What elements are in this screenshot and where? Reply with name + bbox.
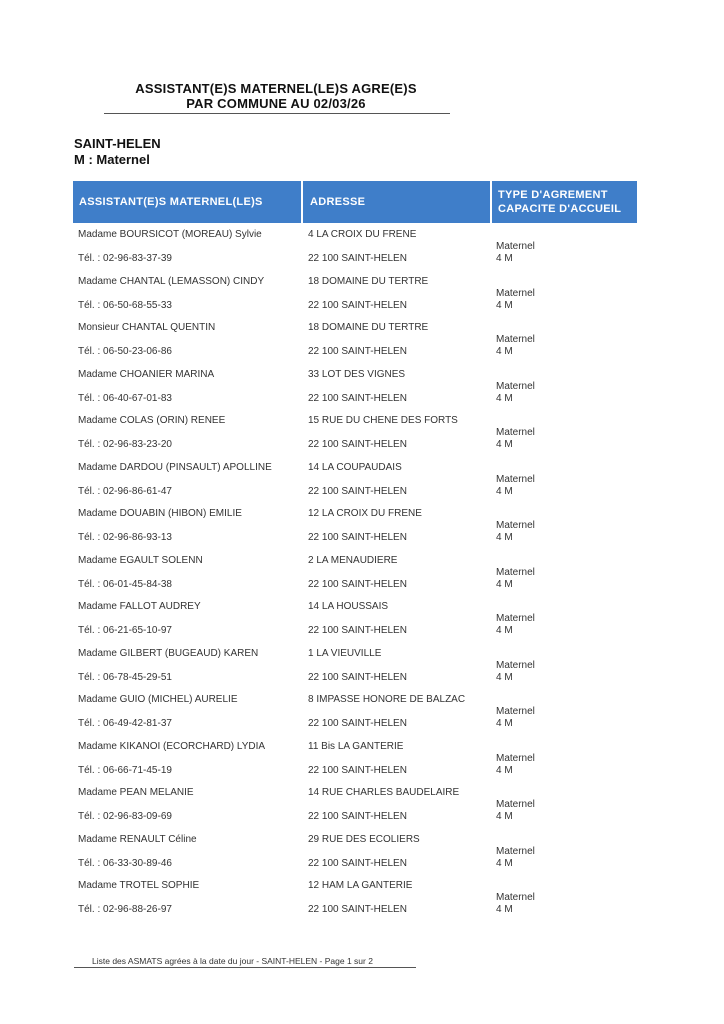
capacity: 4 M — [496, 904, 513, 915]
header-assistants: ASSISTANT(E)S MATERNEL(LE)S — [79, 196, 263, 208]
table-row — [0, 508, 724, 554]
agreement-type: Maternel — [496, 520, 535, 531]
address-line2: 22 100 SAINT-HELEN — [308, 857, 407, 869]
capacity: 4 M — [496, 625, 513, 636]
address-line1: 15 RUE DU CHENE DES FORTS — [308, 415, 458, 426]
page-footer: Liste des ASMATS agrées à la date du jour - SAINT-HELEN - Page 1 sur 2 — [92, 956, 373, 966]
assistant-name: Madame EGAULT SOLENN — [78, 554, 203, 566]
address-line1: 29 RUE DES ECOLIERS — [308, 833, 420, 845]
agreement-type: Maternel — [496, 799, 535, 810]
agreement-type: Maternel — [496, 287, 535, 299]
agreement-type: Maternel — [496, 845, 535, 857]
address-line1: 1 LA VIEUVILLE — [308, 647, 382, 659]
table-row — [0, 880, 724, 926]
capacity: 4 M — [496, 764, 513, 776]
assistant-name: Madame GUIO (MICHEL) AURELIE — [78, 694, 238, 705]
table-row — [0, 322, 724, 368]
assistant-phone: Tél. : 06-66-71-45-19 — [78, 764, 172, 776]
assistant-phone: Tél. : 06-50-23-06-86 — [78, 346, 172, 357]
assistant-name: Madame DARDOU (PINSAULT) APOLLINE — [78, 461, 272, 473]
address-line1: 12 HAM LA GANTERIE — [308, 880, 413, 891]
assistant-name: Madame KIKANOI (ECORCHARD) LYDIA — [78, 740, 266, 752]
address-line2: 22 100 SAINT-HELEN — [308, 904, 407, 915]
address-line1: 14 LA COUPAUDAIS — [308, 461, 402, 473]
table-row — [0, 741, 724, 787]
footer-rule — [74, 967, 416, 968]
agreement-type: Maternel — [496, 706, 535, 717]
capacity: 4 M — [496, 253, 513, 264]
agreement-type: Maternel — [496, 380, 535, 392]
table-row — [0, 601, 724, 647]
agreement-type: Maternel — [496, 892, 535, 903]
table-row — [0, 555, 724, 601]
header-agreement-type: TYPE D'AGREMENT — [498, 189, 608, 201]
assistant-name: Madame DOUABIN (HIBON) EMILIE — [78, 508, 242, 519]
agreement-type: Maternel — [496, 659, 535, 671]
table-row — [0, 229, 724, 275]
assistant-name: Madame RENAULT Céline — [78, 833, 197, 845]
capacity: 4 M — [496, 346, 513, 357]
address-line2: 22 100 SAINT-HELEN — [308, 625, 407, 636]
table-row — [0, 787, 724, 833]
address-line1: 18 DOMAINE DU TERTRE — [308, 275, 429, 287]
header-agreement — [491, 181, 637, 223]
address-line2: 22 100 SAINT-HELEN — [308, 671, 407, 683]
assistant-phone: Tél. : 06-50-68-55-33 — [78, 299, 172, 311]
assistant-name: Madame FALLOT AUDREY — [78, 601, 201, 612]
agreement-type-label: M : Maternel — [74, 152, 150, 167]
table-row — [0, 648, 724, 694]
assistant-phone: Tél. : 06-33-30-89-46 — [78, 857, 172, 869]
address-line2: 22 100 SAINT-HELEN — [308, 532, 407, 543]
capacity: 4 M — [496, 532, 513, 543]
address-line1: 33 LOT DES VIGNES — [308, 368, 406, 380]
header-address: ADRESSE — [310, 196, 366, 208]
assistant-name: Madame TROTEL SOPHIE — [78, 880, 200, 891]
capacity: 4 M — [496, 392, 513, 404]
capacity: 4 M — [496, 671, 513, 683]
table-row — [0, 369, 724, 415]
document-title-line2: PAR COMMUNE AU 02/03/26 — [186, 96, 366, 111]
assistant-phone: Tél. : 06-49-42-81-37 — [78, 718, 172, 729]
address-line1: 4 LA CROIX DU FRENE — [308, 229, 417, 240]
assistant-phone: Tél. : 02-96-83-09-69 — [78, 811, 172, 822]
address-line2: 22 100 SAINT-HELEN — [308, 578, 407, 590]
assistant-phone: Tél. : 06-78-45-29-51 — [78, 671, 172, 683]
capacity: 4 M — [496, 299, 513, 311]
assistant-name: Madame CHANTAL (LEMASSON) CINDY — [78, 275, 265, 287]
capacity: 4 M — [496, 718, 513, 729]
agreement-type: Maternel — [496, 427, 535, 438]
address-line1: 18 DOMAINE DU TERTRE — [308, 322, 429, 333]
assistant-phone: Tél. : 02-96-83-23-20 — [78, 439, 172, 450]
address-line1: 2 LA MENAUDIERE — [308, 554, 398, 566]
capacity: 4 M — [496, 578, 513, 590]
address-line1: 12 LA CROIX DU FRENE — [308, 508, 422, 519]
address-line2: 22 100 SAINT-HELEN — [308, 439, 407, 450]
assistant-phone: Tél. : 06-40-67-01-83 — [78, 392, 172, 404]
address-line2: 22 100 SAINT-HELEN — [308, 764, 407, 776]
capacity: 4 M — [496, 439, 513, 450]
address-line2: 22 100 SAINT-HELEN — [308, 253, 407, 264]
commune-name: SAINT-HELEN — [74, 136, 161, 151]
assistant-name: Madame PEAN MELANIE — [78, 787, 194, 798]
table-row — [0, 415, 724, 461]
assistant-phone: Tél. : 02-96-83-37-39 — [78, 253, 172, 264]
assistant-name: Madame BOURSICOT (MOREAU) Sylvie — [78, 229, 262, 240]
assistant-name: Monsieur CHANTAL QUENTIN — [78, 322, 216, 333]
table-row — [0, 276, 724, 322]
assistant-name: Madame CHOANIER MARINA — [78, 368, 215, 380]
address-line2: 22 100 SAINT-HELEN — [308, 392, 407, 404]
agreement-type: Maternel — [496, 752, 535, 764]
address-line2: 22 100 SAINT-HELEN — [308, 485, 407, 497]
capacity: 4 M — [496, 857, 513, 869]
assistant-name: Madame COLAS (ORIN) RENEE — [78, 415, 226, 426]
assistant-name: Madame GILBERT (BUGEAUD) KAREN — [78, 647, 259, 659]
title-underline — [104, 113, 450, 114]
agreement-type: Maternel — [496, 241, 535, 252]
table-row — [0, 694, 724, 740]
assistant-phone: Tél. : 02-96-88-26-97 — [78, 904, 172, 915]
assistant-phone: Tél. : 06-21-65-10-97 — [78, 625, 172, 636]
agreement-type: Maternel — [496, 334, 535, 345]
address-line2: 22 100 SAINT-HELEN — [308, 299, 407, 311]
document-title-line1: ASSISTANT(E)S MATERNEL(LE)S AGRE(E)S — [135, 81, 417, 96]
assistant-phone: Tél. : 02-96-86-93-13 — [78, 532, 172, 543]
address-line1: 14 LA HOUSSAIS — [308, 601, 389, 612]
table-row — [0, 834, 724, 880]
agreement-type: Maternel — [496, 566, 535, 578]
assistant-phone: Tél. : 06-01-45-84-38 — [78, 578, 172, 590]
address-line1: 8 IMPASSE HONORE DE BALZAC — [308, 694, 466, 705]
address-line2: 22 100 SAINT-HELEN — [308, 346, 407, 357]
table-row — [0, 462, 724, 508]
address-line1: 11 Bis LA GANTERIE — [308, 740, 404, 752]
address-line2: 22 100 SAINT-HELEN — [308, 811, 407, 822]
agreement-type: Maternel — [496, 473, 535, 485]
capacity: 4 M — [496, 485, 513, 497]
assistant-phone: Tél. : 02-96-86-61-47 — [78, 485, 172, 497]
agreement-type: Maternel — [496, 613, 535, 624]
header-capacity: CAPACITE D'ACCUEIL — [498, 203, 622, 215]
capacity: 4 M — [496, 811, 513, 822]
address-line1: 14 RUE CHARLES BAUDELAIRE — [308, 787, 460, 798]
table-header — [73, 181, 637, 223]
address-line2: 22 100 SAINT-HELEN — [308, 718, 407, 729]
